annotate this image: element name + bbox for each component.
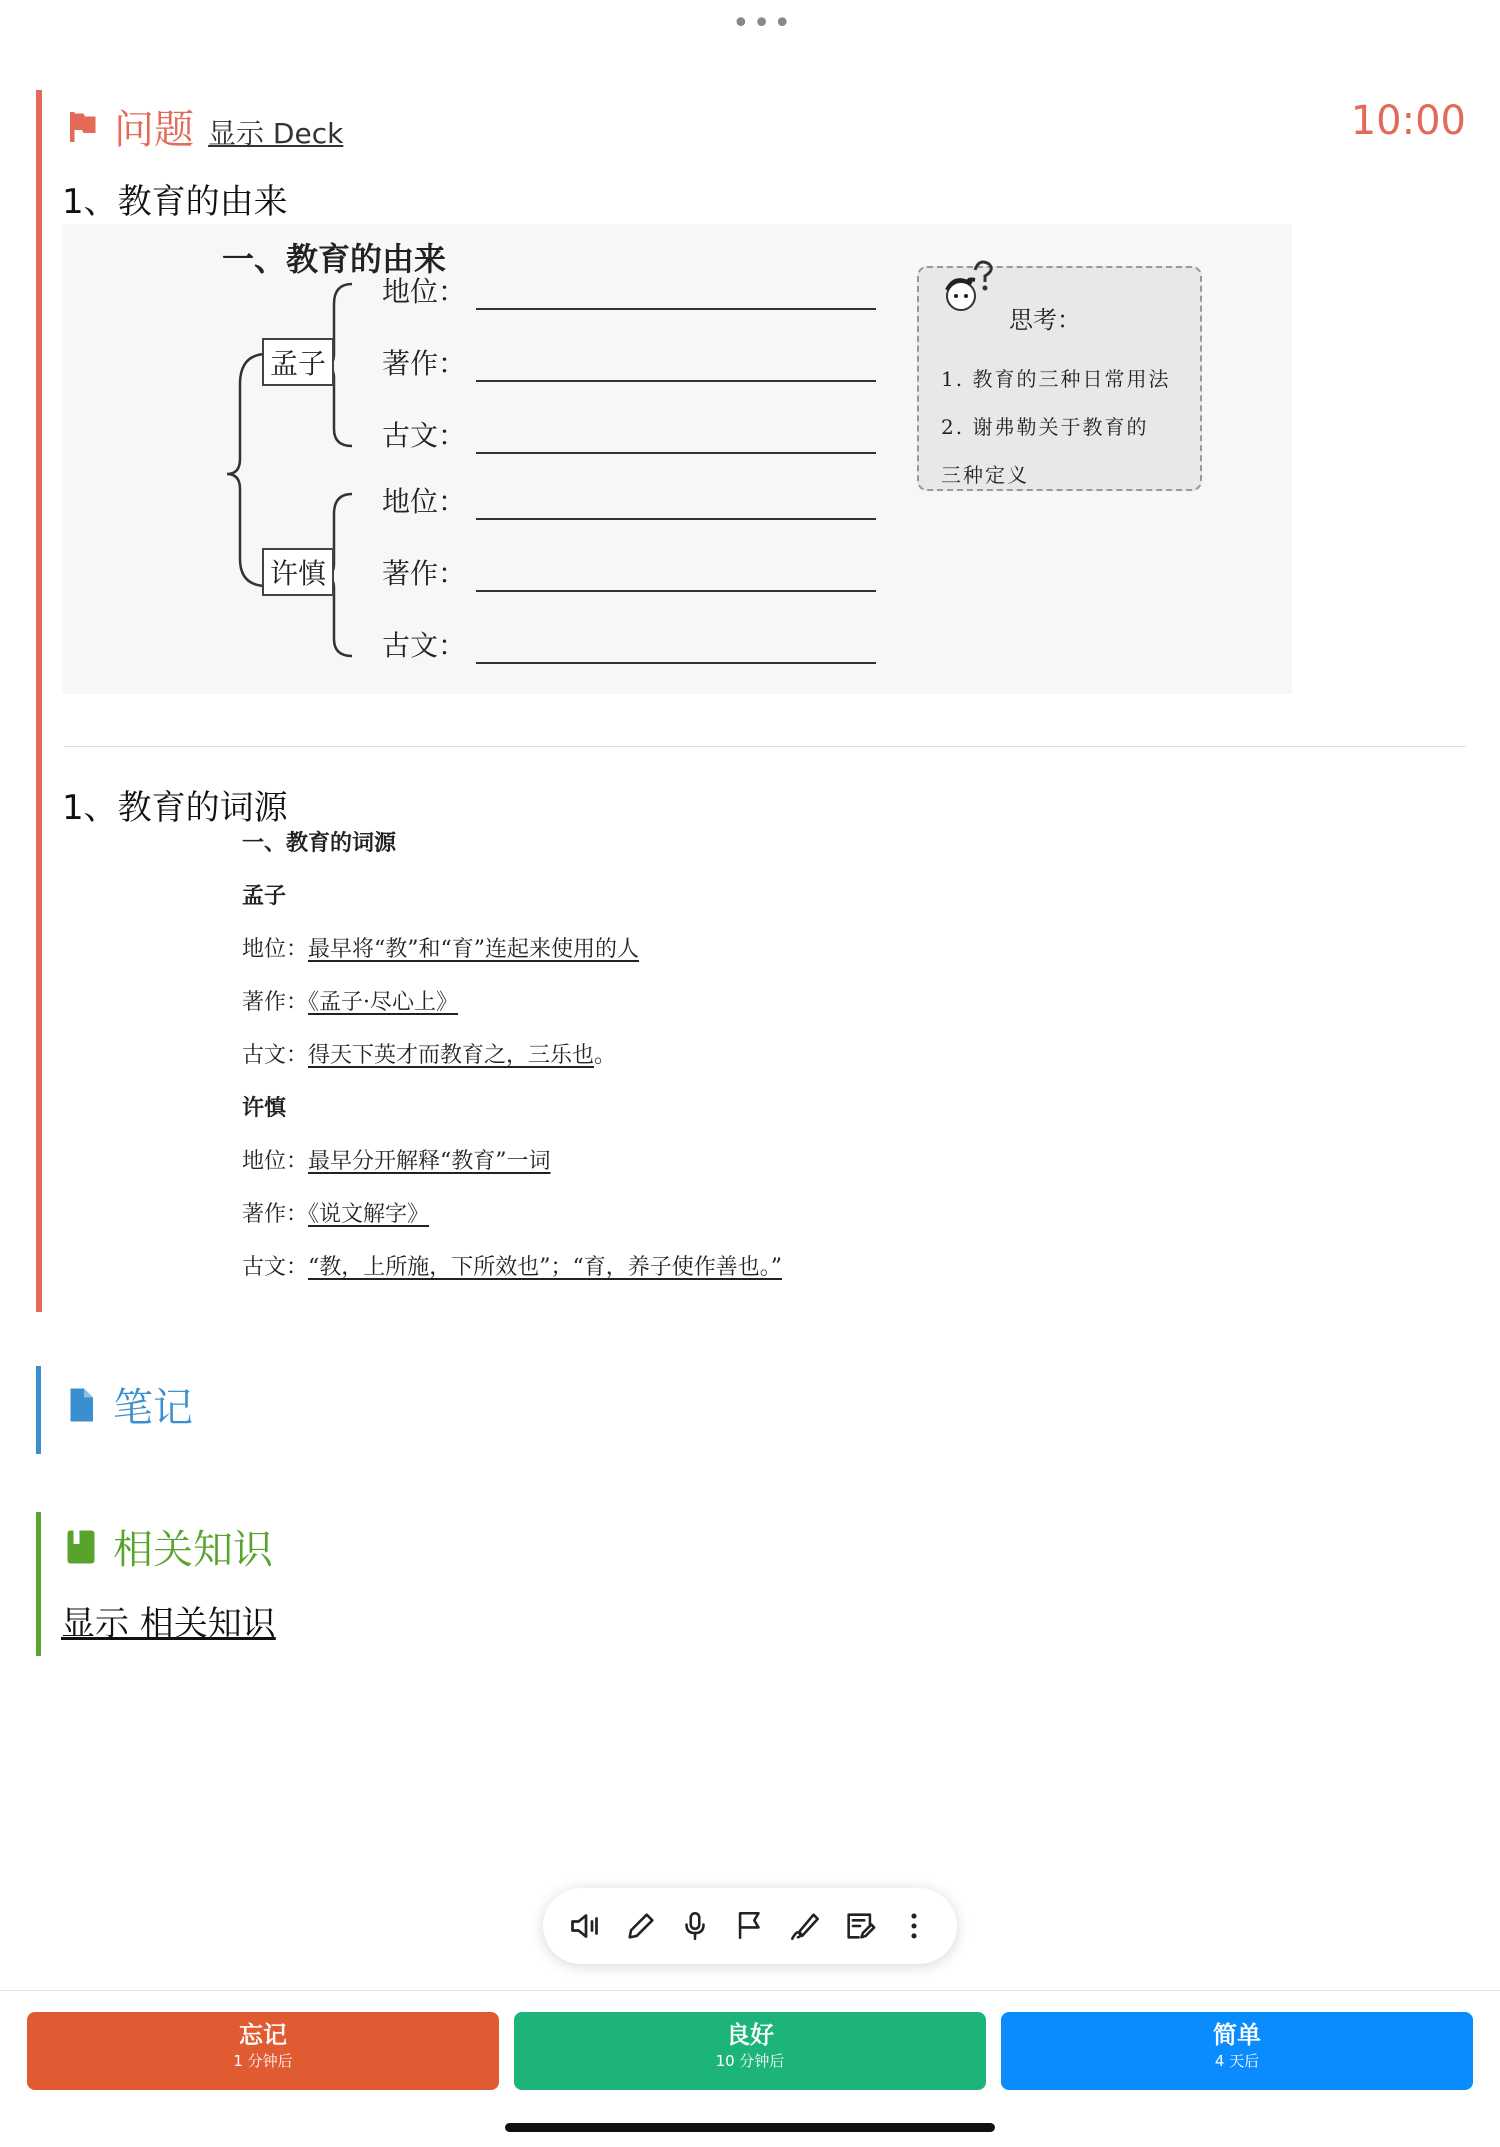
think-item: 三种定义: [941, 463, 1029, 487]
person-label-xushen: 许慎: [262, 548, 334, 596]
related-section: [36, 1512, 1466, 1656]
field-row: 著作：: [382, 552, 876, 592]
good-interval: 10 分钟后: [715, 2052, 785, 2070]
book-icon: [63, 1529, 99, 1565]
bottom-separator: [0, 1990, 1500, 1991]
again-interval: 1 分钟后: [233, 2052, 293, 2070]
notes-header: [63, 1376, 193, 1433]
image-heading: 一、教育的由来: [222, 240, 447, 278]
window-more-dots[interactable]: •••: [732, 6, 795, 41]
good-button[interactable]: [514, 2012, 986, 2090]
edit-note-icon[interactable]: [838, 1904, 882, 1948]
easy-interval: 4 天后: [1214, 2052, 1260, 2070]
timer: 10:00: [1350, 98, 1466, 144]
xushen-text: 古文：“教，上所施，下所效也”；“育，养子使作善也。”: [242, 1255, 783, 1280]
think-box: [917, 266, 1202, 491]
answer-divider: [64, 746, 1466, 747]
think-item: 2. 谢弗勒关于教育的: [941, 415, 1149, 439]
review-toolbar: [543, 1888, 957, 1964]
marker-icon[interactable]: [783, 1904, 827, 1948]
notes-section: [36, 1366, 1466, 1454]
related-title: 相关知识: [113, 1527, 273, 1573]
question-section: [36, 90, 1466, 1312]
home-indicator[interactable]: [505, 2123, 995, 2132]
more-vertical-icon[interactable]: [892, 1904, 936, 1948]
field-row: 著作：: [382, 342, 876, 382]
mencius-work: 著作：《孟子·尽心上》: [242, 990, 459, 1015]
question-title: 问题: [114, 107, 194, 153]
microphone-icon[interactable]: [673, 1904, 717, 1948]
etymology-heading: 一、教育的词源: [242, 830, 397, 856]
show-related-link[interactable]: 显示 相关知识: [61, 1604, 276, 1644]
question-header: [64, 98, 343, 155]
mencius-status: 地位：最早将“教”和“育”连起来使用的人: [242, 937, 640, 962]
field-row: 地位：: [382, 480, 876, 520]
xushen-work: 著作：《说文解字》: [242, 1202, 430, 1227]
flag-icon[interactable]: [728, 1904, 772, 1948]
field-row: 古文：: [382, 414, 876, 454]
related-header: [63, 1518, 273, 1575]
good-label: 良好: [726, 2021, 774, 2049]
pencil-icon[interactable]: [619, 1904, 663, 1948]
easy-label: 简单: [1213, 2021, 1261, 2049]
xushen-name: 许慎: [242, 1095, 287, 1121]
person-label-mencius: 孟子: [262, 338, 334, 386]
xushen-status: 地位：最早分开解释“教育”一词: [242, 1149, 551, 1174]
think-title: 思考：: [1009, 306, 1081, 334]
speaker-icon[interactable]: [564, 1904, 608, 1948]
again-button[interactable]: [27, 2012, 499, 2090]
field-row: 地位：: [382, 270, 876, 310]
thinking-character-icon: [935, 256, 999, 320]
flag-icon: [64, 109, 100, 145]
easy-button[interactable]: [1001, 2012, 1473, 2090]
show-deck-link[interactable]: 显示 Deck: [208, 116, 344, 150]
document-icon: [63, 1387, 99, 1423]
mencius-text: 古文：得天下英才而教育之，三乐也。: [242, 1043, 617, 1068]
question-back-title: 1、教育的词源: [62, 788, 288, 828]
education-etymology-image: [242, 826, 962, 1303]
notes-title: 笔记: [113, 1385, 193, 1431]
again-label: 忘记: [239, 2021, 287, 2049]
education-origin-image: [62, 224, 1292, 694]
mencius-name: 孟子: [242, 883, 287, 909]
field-row: 古文：: [382, 624, 876, 664]
think-item: 1. 教育的三种日常用法: [941, 367, 1171, 391]
question-front-title: 1、教育的由来: [62, 182, 288, 222]
